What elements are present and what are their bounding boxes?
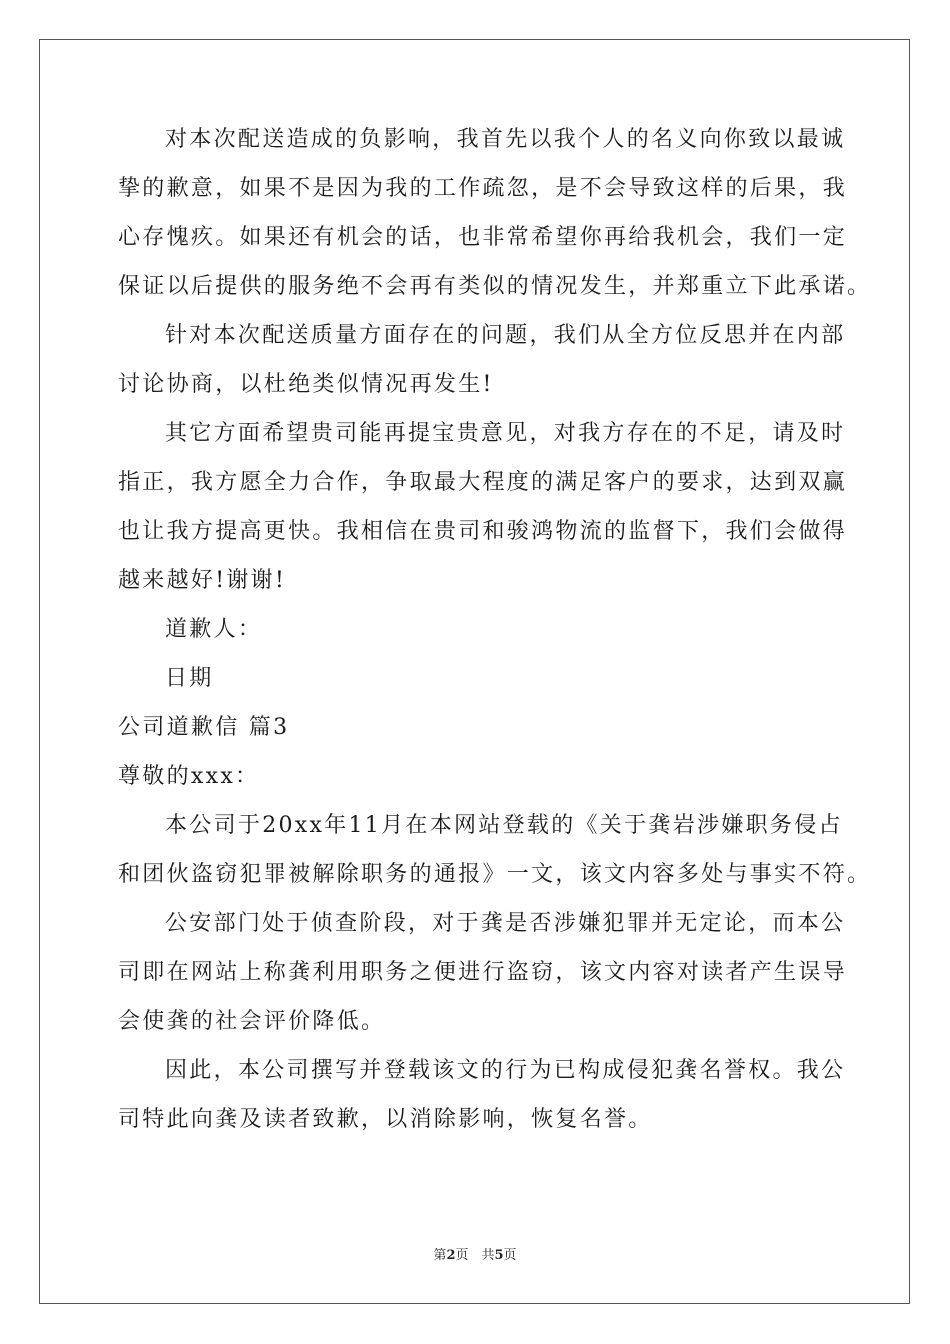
- section-heading: 公司道歉信 篇3: [118, 715, 290, 740]
- paragraph-line: 针对本次配送质量方面存在的问题，我们从全方位反思并在内部: [165, 323, 846, 348]
- paragraph-line: 本公司于20xx年11月在本网站登载的《关于龚岩涉嫌职务侵占: [165, 813, 843, 838]
- signature-label: 道歉人：: [165, 617, 263, 642]
- paragraph-line: 公安部门处于侦查阶段，对于龚是否涉嫌犯罪并无定论，而本公: [165, 911, 846, 936]
- paragraph-line: 对本次配送造成的负影响，我首先以我个人的名义向你致以最诚: [165, 127, 846, 152]
- page-footer: [0, 1244, 950, 1263]
- paragraph-line: 和团伙盗窃犯罪被解除职务的通报》一文，该文内容多处与事实不符。: [118, 862, 872, 887]
- paragraph-line: 会使龚的社会评价降低。: [118, 1009, 386, 1034]
- paragraph-line: 司即在网站上称龚利用职务之便进行盗窃，该文内容对读者产生误导: [118, 960, 848, 985]
- paragraph-line: 讨论协商，以杜绝类似情况再发生!: [118, 372, 494, 397]
- paragraph-line: 也让我方提高更快。我相信在贵司和骏鸿物流的监督下，我们会做得: [118, 519, 848, 544]
- page-prefix: 第: [433, 1248, 447, 1263]
- paragraph-line: 心存愧疚。如果还有机会的话，也非常希望你再给我机会，我们一定: [118, 225, 848, 250]
- paragraph-line: 司特此向龚及读者致歉，以消除影响，恢复名誉。: [118, 1107, 653, 1132]
- page-suffix: 页: [503, 1248, 517, 1263]
- salutation: 尊敬的xxx：: [118, 764, 260, 789]
- page-mid: 页 共: [455, 1248, 495, 1263]
- paragraph-line: 指正，我方愿全力合作，争取最大程度的满足客户的要求，达到双赢: [118, 470, 848, 495]
- page-total: 5: [494, 1248, 504, 1263]
- paragraph-line: 保证以后提供的服务绝不会再有类似的情况发生，并郑重立下此承诺。: [118, 274, 872, 299]
- date-label: 日期: [165, 666, 214, 691]
- page-current: 2: [446, 1248, 456, 1263]
- paragraph-line: 越来越好!谢谢!: [118, 568, 287, 593]
- paragraph-line: 其它方面希望贵司能再提宝贵意见，对我方存在的不足，请及时: [165, 421, 846, 446]
- paragraph-line: 挚的歉意，如果不是因为我的工作疏忽，是不会导致这样的后果，我: [118, 176, 848, 201]
- paragraph-line: 因此，本公司撰写并登载该文的行为已构成侵犯龚名誉权。我公: [165, 1058, 846, 1083]
